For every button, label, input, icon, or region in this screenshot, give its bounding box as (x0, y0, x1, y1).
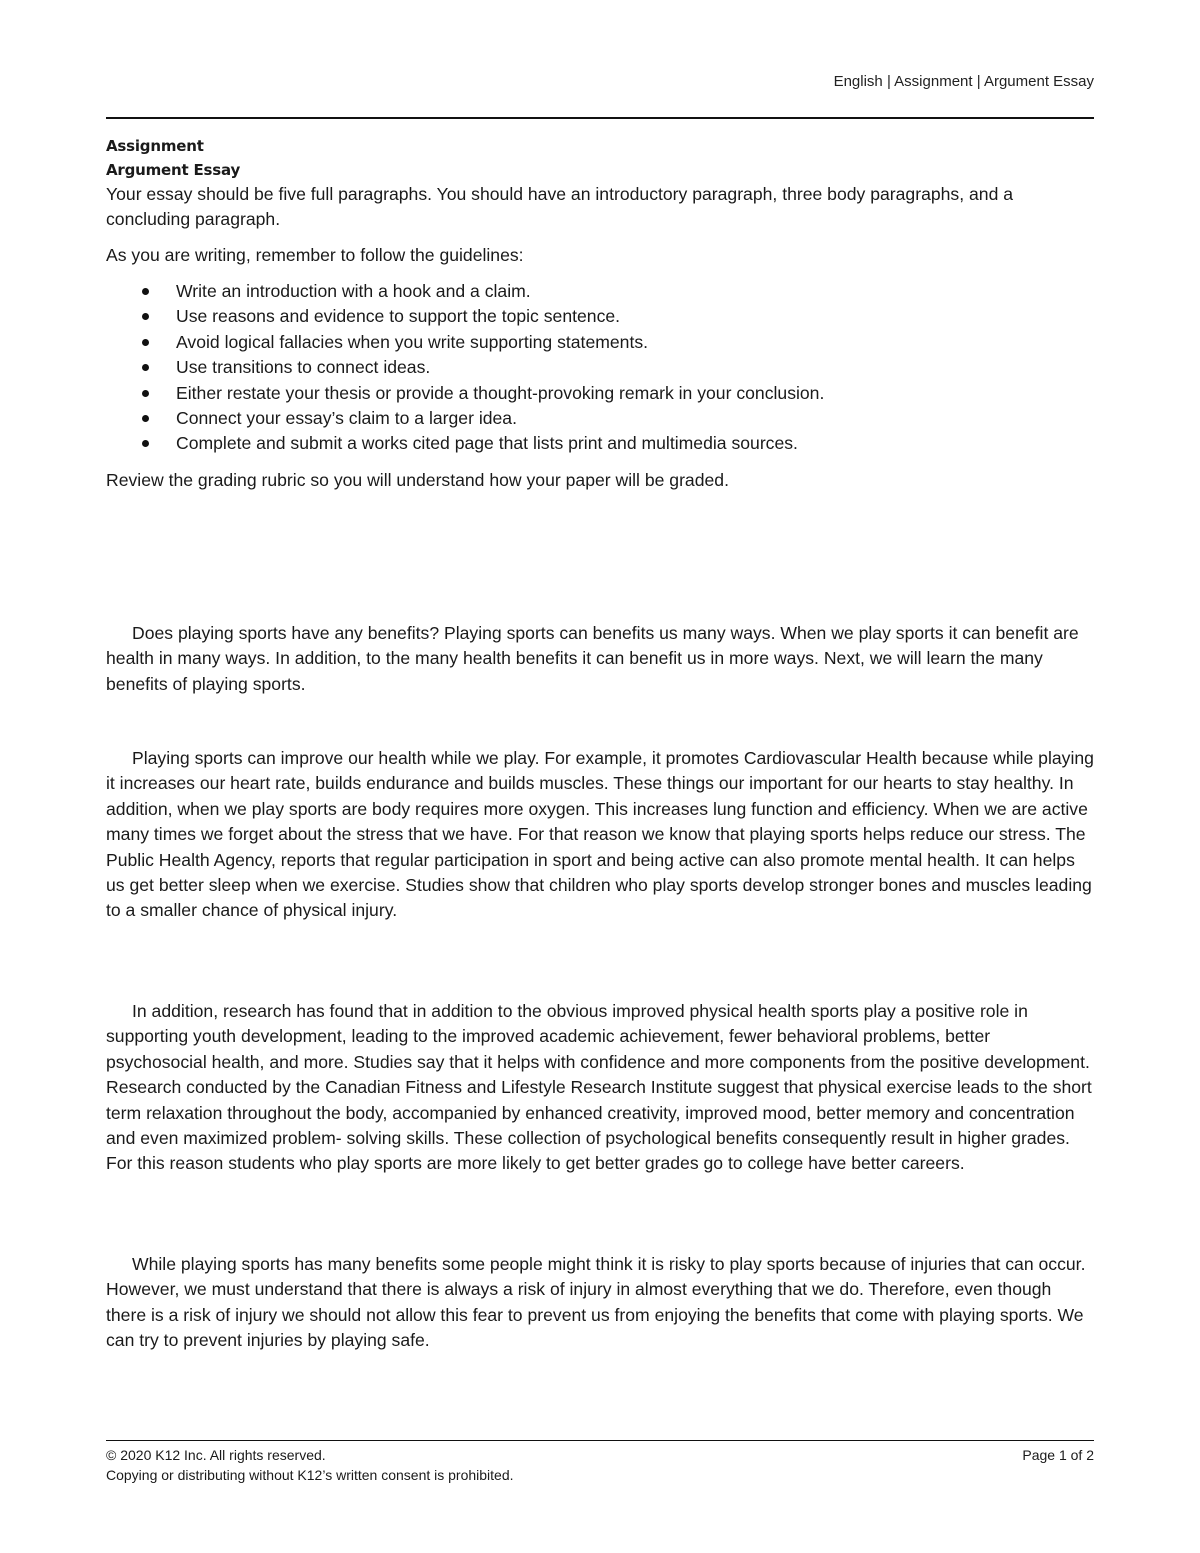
list-item (106, 355, 1094, 380)
assignment-title: Argument Essay (106, 161, 241, 179)
essay-paragraph-text: While playing sports has many benefits some people might think it is risky to play sports because of injuries that can occur. However, we must understand that there is always a risk of injury in almost everything that we do. Therefore, even though there is a risk of injury we should not allow this fear to prevent us from enjoying the benefits that come with playing sports. We can try to prevent injuries by playing safe. (106, 1254, 1086, 1351)
guideline-text: Use transitions to connect ideas. (176, 357, 431, 378)
essay-paragraph-4 (106, 1252, 1094, 1354)
assignment-label: Assignment (106, 137, 204, 155)
assignment-section (106, 134, 1094, 493)
essay-paragraph-text: Does playing sports have any benefits? Playing sports can benefits us many ways. When we play sports it can benefit are health in many ways. In addition, to the many health benefits it can benefit us in more ways. Next, we will learn the many benefits of playing sports. (106, 623, 1079, 694)
list-item (106, 279, 1094, 304)
rubric-note: Review the grading rubric so you will understand how your paper will be graded. (106, 469, 729, 490)
list-item (106, 304, 1094, 329)
bullet-icon (142, 390, 149, 397)
guidelines-lead: As you are writing, remember to follow the guidelines: (106, 245, 524, 265)
essay-paragraph-text: In addition, research has found that in addition to the obvious improved physical health sports play a positive role in supporting youth development, leading to the improved academic achievement, fewer behavioral problems, better psychosocial health, and more. Studies say that it helps with confidence and more components from the positive development. Research conducted by the Canadian Fitness and Lifestyle Research Institute suggest that physical exercise leads to the short term relaxation throughout the body, accompanied by enhanced creativity, improved mood, better memory and concentration and even maximized problem- solving skills. These collection of psychological benefits consequently result in higher grades. For this reason students who play sports are more likely to get better grades go to college have better careers. (106, 1001, 1092, 1174)
footer-legal (106, 1445, 514, 1485)
guideline-text: Avoid logical fallacies when you write supporting statements. (176, 331, 649, 352)
assignment-intro: Your essay should be five full paragraphs. You should have an introductory paragraph, three body paragraphs, and a concluding paragraph. (106, 184, 1014, 229)
page-number: Page 1 of 2 (1022, 1447, 1094, 1463)
list-item (106, 406, 1094, 431)
footer-divider (106, 1440, 1094, 1441)
header-divider (106, 117, 1094, 119)
list-item (106, 330, 1094, 355)
essay-paragraph-1 (106, 621, 1094, 697)
distribution-notice: Copying or distributing without K12’s written consent is prohibited. (106, 1467, 514, 1483)
copyright-text: © 2020 K12 Inc. All rights reserved. (106, 1447, 326, 1463)
bullet-icon (142, 440, 149, 447)
guideline-text: Complete and submit a works cited page that lists print and multimedia sources. (176, 433, 798, 454)
list-item (106, 431, 1094, 456)
essay-paragraph-2 (106, 746, 1094, 924)
guideline-text: Write an introduction with a hook and a claim. (176, 281, 531, 301)
bullet-icon (142, 339, 149, 346)
guideline-text: Use reasons and evidence to support the topic sentence. (176, 306, 621, 327)
guideline-text: Either restate your thesis or provide a thought-provoking remark in your conclusion. (176, 382, 825, 403)
guidelines-list (106, 279, 1094, 457)
guideline-text: Connect your essay’s claim to a larger idea. (176, 408, 517, 429)
essay-paragraph-3 (106, 999, 1094, 1177)
bullet-icon (142, 415, 149, 422)
page-header-breadcrumb: English | Assignment | Argument Essay (833, 73, 1094, 90)
list-item (106, 381, 1094, 406)
bullet-icon (142, 313, 149, 320)
essay-paragraph-text: Playing sports can improve our health while we play. For example, it promotes Cardiovascular Health because while playing it increases our heart rate, builds endurance and builds muscles. These things our important for our hearts to stay healthy. In addition, when we play sports are body requires more oxygen. This increases lung function and efficiency. When we are active many times we forget about the stress that we have. For that reason we know that playing sports helps reduce our stress. The Public Health Agency, reports that regular participation in sport and being active can also promote mental health. It can helps us get better sleep when we exercise. Studies show that children who play sports develop stronger bones and muscles leading to a smaller chance of physical injury. (106, 748, 1094, 921)
bullet-icon (142, 364, 149, 371)
bullet-icon (142, 288, 149, 295)
